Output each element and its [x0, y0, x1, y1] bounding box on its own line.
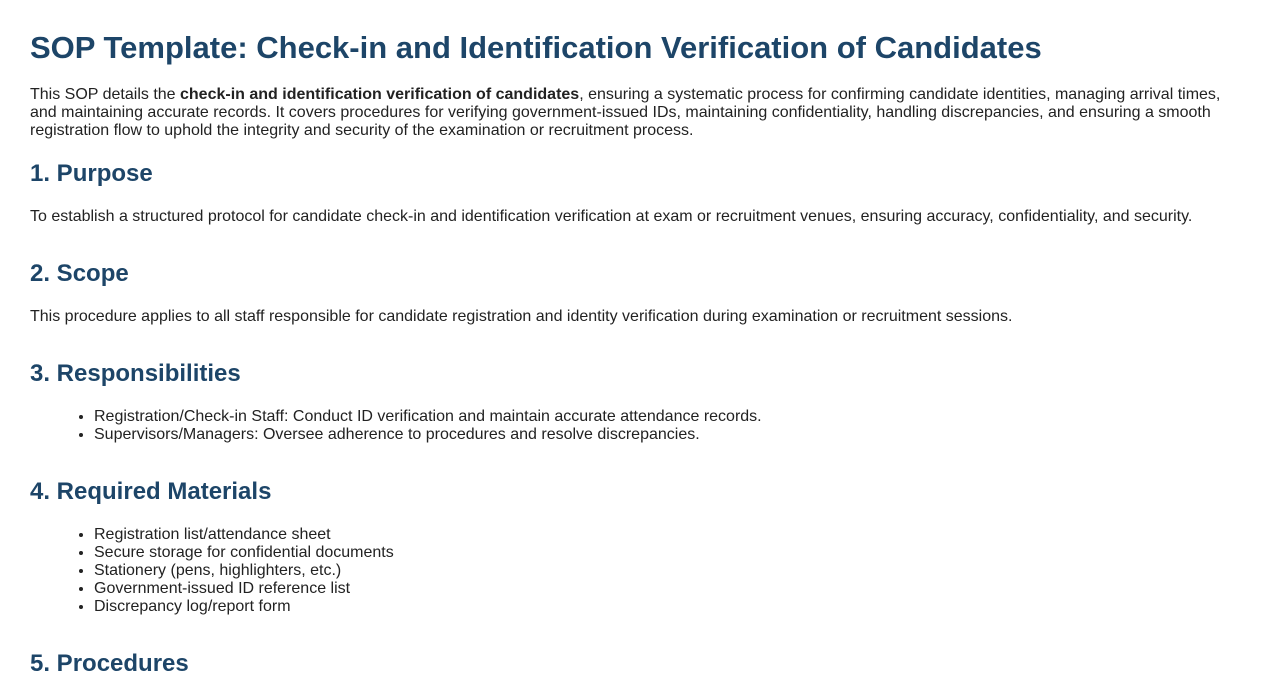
list-item: • Discrepancy log/report form [94, 598, 1233, 616]
procedures-heading: 5. Procedures [30, 650, 189, 677]
intro-suffix: , ensuring a systematic process for confirming candidate identities, managing arrival times, and maintaining accurate records. It covers procedures for verifying government-issued IDs, maintaining confidentiality, handling discrepancies, and ensuring a smooth registration flow to uphold the integrity and security of the examination or recruitment process. [30, 86, 1221, 139]
materials-heading: 4. Required Materials [30, 478, 272, 505]
list-item: • Government-issued ID reference list [94, 580, 1233, 598]
materials-list [30, 526, 1233, 616]
purpose-heading: 1. Purpose [30, 160, 153, 187]
purpose-text: To establish a structured protocol for candidate check-in and identification verification at exam or recruitment venues, ensuring accuracy, confidentiality, and security. [30, 208, 1193, 225]
list-item: • Stationery (pens, highlighters, etc.) [94, 562, 1233, 580]
document-title: SOP Template: Check-in and Identification Verification of Candidates [30, 30, 1042, 65]
list-item: • Registration/Check-in Staff: Conduct ID verification and maintain accurate attendance records. [94, 408, 1233, 426]
list-item: • Registration list/attendance sheet [94, 526, 1233, 544]
scope-text: This procedure applies to all staff responsible for candidate registration and identity verification during examination or recruitment sessions. [30, 308, 1013, 325]
intro-paragraph [30, 86, 1233, 140]
list-item: • Supervisors/Managers: Oversee adherence to procedures and resolve discrepancies. [94, 426, 1233, 444]
intro-prefix: This SOP details the [30, 86, 180, 103]
intro-bold-phrase: check-in and identification verification of candidates [180, 86, 580, 103]
list-item: • Secure storage for confidential documents [94, 544, 1233, 562]
responsibilities-heading: 3. Responsibilities [30, 360, 241, 387]
scope-heading: 2. Scope [30, 260, 129, 287]
responsibilities-list [30, 408, 1233, 444]
